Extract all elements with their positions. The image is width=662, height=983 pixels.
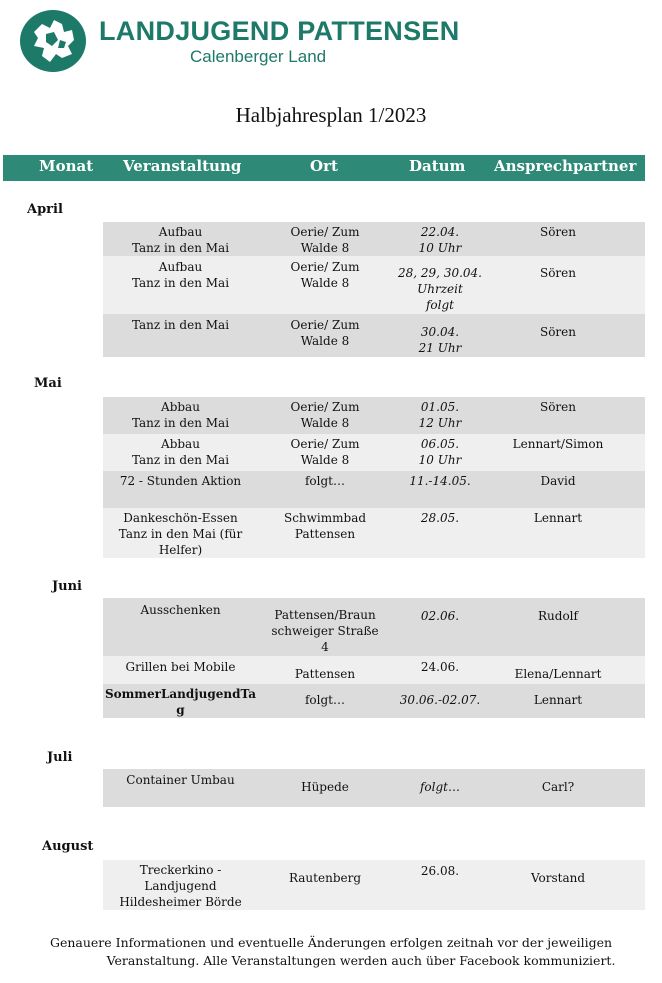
event-contact: Rudolf xyxy=(538,609,578,623)
event-name: Tanz in den Mai xyxy=(131,318,230,332)
event-location: Rautenberg xyxy=(288,871,362,885)
table-row xyxy=(103,508,645,558)
event-name: Ausschenken xyxy=(140,603,221,617)
event-location: folgt… xyxy=(304,693,345,707)
brand-name: LANDJUGEND PATTENSEN xyxy=(99,16,460,46)
event-name: Abbau Tanz in den Mai xyxy=(131,437,230,467)
event-contact: Lennart xyxy=(533,693,583,707)
event-location: Pattensen/Braun schweiger Straße 4 xyxy=(271,608,379,654)
header-monat: Monat xyxy=(39,157,94,175)
landjugend-logo-icon xyxy=(20,10,86,72)
table-row xyxy=(103,598,645,656)
header-ansprechpartner: Ansprechpartner xyxy=(494,157,637,175)
event-contact: Sören xyxy=(539,400,576,414)
event-date: 06.05. 10 Uhr xyxy=(418,437,462,467)
event-date: 22.04. 10 Uhr xyxy=(418,225,462,255)
event-contact: Carl? xyxy=(541,780,575,794)
table-row xyxy=(103,860,645,910)
event-location: Schwimmbad Pattensen xyxy=(283,511,367,541)
event-name: Dankeschön-Essen Tanz in den Mai (für Helfer) xyxy=(118,511,243,557)
footer-note xyxy=(0,934,662,970)
event-name: Container Umbau xyxy=(126,773,235,787)
event-contact: Lennart xyxy=(533,511,583,525)
header-datum: Datum xyxy=(409,157,466,175)
event-location: Oerie/ Zum Walde 8 xyxy=(290,225,360,255)
event-date: 02.06. xyxy=(420,609,460,623)
event-date: 26.08. xyxy=(420,864,460,878)
month-april: April xyxy=(27,202,63,217)
table-row xyxy=(103,314,645,357)
header-ort: Ort xyxy=(310,157,338,175)
page-title: Halbjahresplan 1/2023 xyxy=(235,103,427,127)
table-row xyxy=(103,222,645,256)
brand-subtitle: Calenberger Land xyxy=(190,47,327,66)
table-row xyxy=(103,397,645,434)
event-contact: Sören xyxy=(539,325,576,339)
event-location: Oerie/ Zum Walde 8 xyxy=(290,318,360,348)
event-date: 01.05. 12 Uhr xyxy=(418,400,462,430)
event-date: 24.06. xyxy=(420,660,460,674)
month-juni: Juni xyxy=(52,579,82,594)
month-august: August xyxy=(42,839,94,854)
event-name: Aufbau Tanz in den Mai xyxy=(131,260,230,290)
footer-line-1: Genauere Informationen und eventuelle Änderungen erfolgen zeitnah vor der jeweiligen xyxy=(49,935,613,950)
event-contact: Sören xyxy=(539,266,576,280)
footer-line-2: Veranstaltung. Alle Veranstaltungen werden auch über Facebook kommuniziert. xyxy=(106,953,616,968)
event-name: SommerLandjugendTa g xyxy=(104,687,257,717)
event-contact: Elena/Lennart xyxy=(514,667,602,681)
table-row xyxy=(103,256,645,314)
event-name: Abbau Tanz in den Mai xyxy=(131,400,230,430)
event-name: 72 - Stunden Aktion xyxy=(119,474,242,488)
table-row xyxy=(103,471,645,508)
event-location: Oerie/ Zum Walde 8 xyxy=(290,400,360,430)
table-row xyxy=(103,684,645,718)
event-date: 30.06.-02.07. xyxy=(399,693,481,707)
event-name: Treckerkino - Landjugend Hildesheimer Börde xyxy=(119,863,242,909)
event-date: folgt… xyxy=(419,780,460,794)
month-mai: Mai xyxy=(34,376,62,391)
table-row xyxy=(103,656,645,684)
header-veranstaltung: Veranstaltung xyxy=(123,157,242,175)
event-date: 28, 29, 30.04. Uhrzeit folgt xyxy=(398,266,482,312)
event-date: 11.-14.05. xyxy=(409,474,471,488)
event-contact: Lennart/Simon xyxy=(512,437,604,451)
event-name: Grillen bei Mobile xyxy=(125,660,236,674)
event-location: Hüpede xyxy=(301,780,349,794)
event-name: Aufbau Tanz in den Mai xyxy=(131,225,230,255)
month-juli: Juli xyxy=(47,750,73,765)
table-row xyxy=(103,434,645,471)
event-date: 30.04. 21 Uhr xyxy=(418,325,462,355)
table-row xyxy=(103,769,645,807)
event-contact: Sören xyxy=(539,225,576,239)
event-contact: Vorstand xyxy=(530,871,586,885)
event-date: 28.05. xyxy=(420,511,460,525)
event-contact: David xyxy=(540,474,576,488)
table-header xyxy=(3,155,645,181)
event-location: Oerie/ Zum Walde 8 xyxy=(290,260,360,290)
event-location: Pattensen xyxy=(294,667,356,681)
event-location: folgt… xyxy=(304,474,345,488)
event-location: Oerie/ Zum Walde 8 xyxy=(290,437,360,467)
